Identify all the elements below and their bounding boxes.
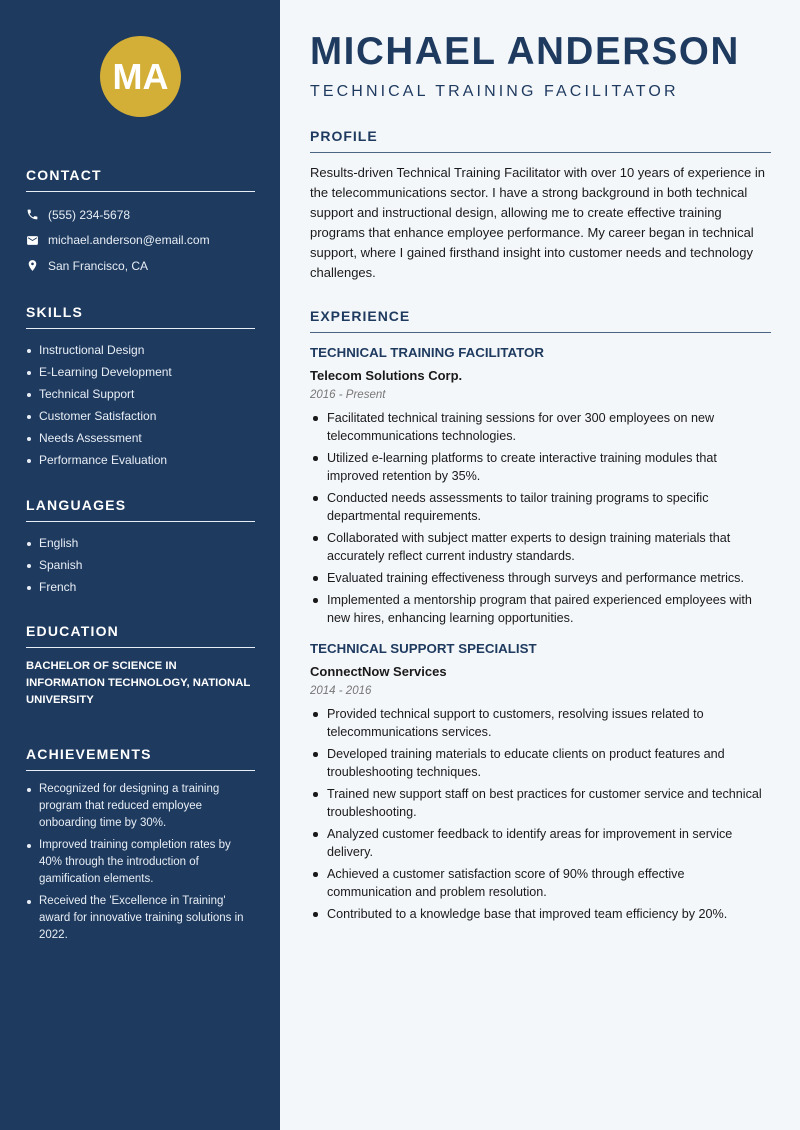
job-bullet: Conducted needs assessments to tailor training programs to specific departmental requirements.	[310, 489, 771, 525]
contact-section	[26, 167, 255, 279]
skill-item: Technical Support	[26, 383, 255, 405]
job-bullet: Facilitated technical training sessions for over 300 employees on new telecommunications technologies.	[310, 409, 771, 445]
skill-item: E-Learning Development	[26, 361, 255, 383]
experience-heading: EXPERIENCE	[310, 308, 771, 333]
skills-list	[26, 339, 255, 471]
achievements-section	[26, 746, 255, 949]
achievements-list	[26, 781, 255, 944]
job-bullet: Achieved a customer satisfaction score of 90% through effective communication and problem resolution.	[310, 865, 771, 901]
job-dates: 2016 - Present	[310, 389, 386, 401]
skill-item: Customer Satisfaction	[26, 405, 255, 427]
language-item: Spanish	[26, 554, 255, 576]
contact-heading: CONTACT	[26, 167, 255, 192]
language-item: English	[26, 532, 255, 554]
achievement-item: Received the 'Excellence in Training' award for innovative training solutions in 2022.	[26, 893, 255, 944]
avatar: MA	[100, 36, 181, 117]
skill-item: Needs Assessment	[26, 427, 255, 449]
contact-location: San Francisco, CA	[26, 253, 255, 279]
profile-heading: PROFILE	[310, 128, 771, 153]
contact-phone: (555) 234-5678	[26, 202, 255, 228]
job-bullet: Evaluated training effectiveness through surveys and performance metrics.	[310, 569, 771, 587]
experience-section	[310, 308, 771, 927]
company-name: ConnectNow Services	[310, 664, 447, 679]
skill-item: Performance Evaluation	[26, 449, 255, 471]
job-title: TECHNICAL SUPPORT SPECIALIST	[310, 641, 537, 656]
job-entry	[310, 345, 771, 627]
profile-text: Results-driven Technical Training Facilitator with over 10 years of experience in the telecommunications sector. I have a strong background in both technical support and instructional design, allowing me to create effective training programs that enhance employee performance. My career began in technical support, where I gained firsthand insight into customer needs and technology challenges.	[310, 165, 765, 280]
job-bullet: Contributed to a knowledge base that improved team efficiency by 20%.	[310, 905, 771, 923]
job-bullet: Provided technical support to customers, resolving issues related to telecommunications services.	[310, 705, 771, 741]
education-degree: BACHELOR OF SCIENCE IN INFORMATION TECHNOLOGY, NATIONAL UNIVERSITY	[26, 660, 251, 706]
job-title: TECHNICAL TRAINING FACILITATOR	[310, 345, 544, 360]
skills-section	[26, 304, 255, 471]
location-pin-icon	[26, 259, 39, 272]
job-bullet: Trained new support staff on best practices for customer service and technical troubleshooting.	[310, 785, 771, 821]
company-name: Telecom Solutions Corp.	[310, 368, 463, 383]
sidebar	[0, 0, 280, 1130]
job-entry	[310, 641, 771, 923]
achievement-item: Recognized for designing a training program that reduced employee onboarding time by 30%.	[26, 781, 255, 832]
profile-section	[310, 128, 771, 283]
job-bullet: Implemented a mentorship program that paired experienced employees with new hires, enhancing learning opportunities.	[310, 591, 771, 627]
education-heading: EDUCATION	[26, 623, 255, 648]
education-section	[26, 623, 255, 709]
job-bullet: Analyzed customer feedback to identify areas for improvement in service delivery.	[310, 825, 771, 861]
job-bullets	[310, 409, 771, 627]
achievements-heading: ACHIEVEMENTS	[26, 746, 255, 771]
language-item: French	[26, 576, 255, 598]
job-bullet: Developed training materials to educate clients on product features and troubleshooting techniques.	[310, 745, 771, 781]
email-icon	[26, 234, 39, 247]
job-bullet: Collaborated with subject matter experts to design training materials that accurately reflect current industry standards.	[310, 529, 771, 565]
candidate-title: TECHNICAL TRAINING FACILITATOR	[310, 83, 679, 100]
job-bullets	[310, 705, 771, 923]
job-dates: 2014 - 2016	[310, 685, 372, 697]
languages-section	[26, 497, 255, 598]
achievement-item: Improved training completion rates by 40% through the introduction of gamification elements.	[26, 837, 255, 888]
job-bullet: Utilized e-learning platforms to create interactive training modules that improved retention by 35%.	[310, 449, 771, 485]
skills-heading: SKILLS	[26, 304, 255, 329]
languages-heading: LANGUAGES	[26, 497, 255, 522]
phone-icon	[26, 208, 39, 221]
contact-email: michael.anderson@email.com	[26, 228, 255, 254]
skill-item: Instructional Design	[26, 339, 255, 361]
candidate-name: MICHAEL ANDERSON	[310, 30, 740, 73]
languages-list	[26, 532, 255, 598]
